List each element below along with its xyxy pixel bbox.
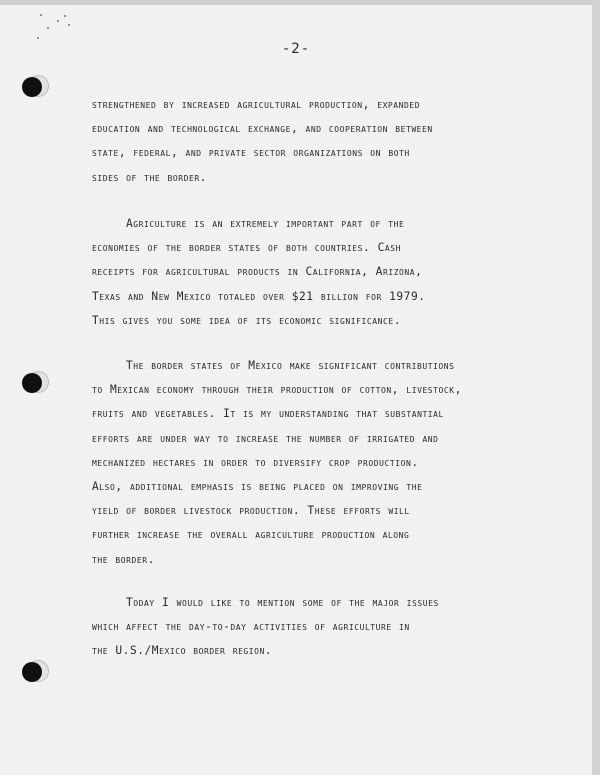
page-number: -2- bbox=[281, 41, 311, 57]
paragraph-3 bbox=[92, 354, 532, 572]
paragraph-4 bbox=[92, 591, 532, 664]
text-line: fruits and vegetables. It is my understanding that substantial bbox=[92, 407, 444, 421]
paragraph-1 bbox=[92, 93, 532, 190]
scan-edge-right bbox=[592, 0, 600, 775]
scan-speck bbox=[64, 15, 66, 17]
text-line: yield of border livestock production. These efforts will bbox=[92, 504, 410, 518]
text-line: efforts are under way to increase the number of irrigated and bbox=[92, 431, 439, 445]
binder-hole bbox=[22, 77, 42, 97]
text-line: receipts for agricultural products in California, Arizona, bbox=[92, 265, 423, 279]
text-line: This gives you some idea of its economic significance. bbox=[92, 313, 401, 327]
text-line: to Mexican economy through their production of cotton, livestock, bbox=[92, 383, 462, 397]
text-line: the border. bbox=[92, 552, 155, 566]
text-line: strengthened by increased agricultural production, expanded bbox=[92, 98, 421, 111]
text-line: economies of the border states of both countries. Cash bbox=[92, 241, 401, 255]
text-line: mechanized hectares in order to diversify crop production. bbox=[92, 455, 419, 469]
text-line: Agriculture is an extremely important part of the bbox=[126, 217, 405, 230]
text-line: Also, additional emphasis is being placed on improving the bbox=[92, 480, 423, 494]
binder-hole bbox=[22, 373, 42, 393]
scan-speck bbox=[57, 20, 59, 22]
text-line: the U.S./Mexico border region. bbox=[92, 644, 273, 658]
text-line: which affect the day-to-day activities of agriculture in bbox=[92, 620, 410, 634]
text-line: Today I would like to mention some of the major issues bbox=[126, 596, 439, 609]
scan-speck bbox=[68, 24, 70, 26]
scan-speck bbox=[47, 27, 49, 29]
scan-speck bbox=[37, 37, 39, 39]
text-line: The border states of Mexico make significant contributions bbox=[126, 359, 455, 372]
binder-hole bbox=[22, 662, 42, 682]
text-line: sides of the border. bbox=[92, 170, 208, 184]
scan-speck bbox=[40, 14, 42, 16]
paragraph-2 bbox=[92, 212, 532, 333]
text-line: education and technological exchange, and cooperation between bbox=[92, 122, 433, 136]
text-line: further increase the overall agriculture production along bbox=[92, 528, 410, 542]
scan-edge-top bbox=[0, 0, 600, 5]
text-line: Texas and New Mexico totaled over $21 billion for 1979. bbox=[92, 289, 426, 303]
text-line: state, federal, and private sector organizations on both bbox=[92, 146, 410, 160]
